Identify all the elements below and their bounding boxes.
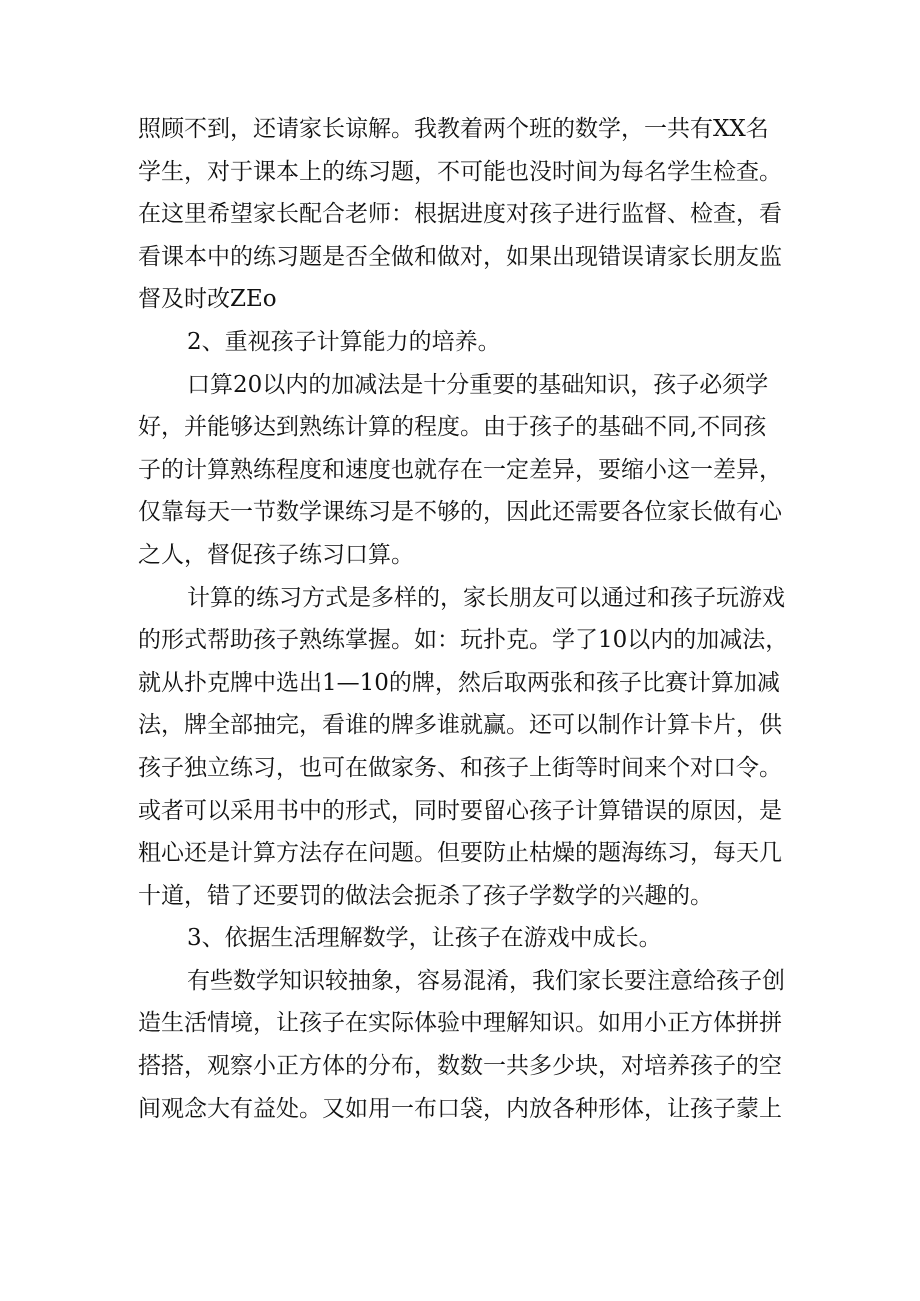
text-line: 口算20以内的加减法是十分重要的基础知识，孩子必须学 — [187, 371, 769, 398]
section-heading: 3、依据生活理解数学，让孩子在游戏中成长。 — [187, 925, 662, 952]
text-line: 子的计算熟练程度和速度也就存在一定差异，要缩小这一差异， — [138, 456, 782, 483]
text-line: 督及时改ZEo — [138, 286, 277, 313]
text-line: 之人，督促孩子练习口算。 — [138, 541, 414, 568]
text-line: 粗心还是计算方法存在问题。但要防止枯燥的题海练习，每天几 — [138, 840, 782, 867]
text-line: 仅靠每天一节数学课练习是不够的，因此还需要各位家长做有心 — [138, 499, 782, 526]
text-line: 的形式帮助孩子熟练掌握。如：玩扑克。学了10以内的加减法， — [138, 627, 789, 654]
text-line: 孩子独立练习，也可在做家务、和孩子上街等时间来个对口令。 — [138, 754, 782, 781]
section-heading: 2、重视孩子计算能力的培养。 — [187, 328, 501, 355]
text-line: 计算的练习方式是多样的，家长朋友可以通过和孩子玩游戏 — [187, 584, 785, 611]
text-line: 法，牌全部抽完，看谁的牌多谁就赢。还可以制作计算卡片，供 — [138, 712, 782, 739]
text-line: 间观念大有益处。又如用一布口袋，内放各种形体，让孩子蒙上 — [138, 1095, 782, 1122]
text-line: 就从扑克牌中选出1—10的牌，然后取两张和孩子比赛计算加减 — [138, 669, 780, 696]
document-body — [138, 108, 788, 1130]
text-line: 有些数学知识较抽象，容易混淆，我们家长要注意给孩子创 — [187, 967, 785, 994]
text-line: 看课本中的练习题是否全做和做对，如果出现错误请家长朋友监 — [138, 243, 782, 270]
text-line: 学生，对于课本上的练习题，不可能也没时间为每名学生检查。 — [138, 158, 782, 185]
text-line: 照顾不到，还请家长谅解。我教着两个班的数学，一共有XX名 — [138, 116, 769, 142]
text-line: 好，并能够达到熟练计算的程度。由于孩子的基础不同,不同孩 — [138, 414, 767, 441]
text-line: 在这里希望家长配合老师：根据进度对孩子进行监督、检查，看 — [138, 201, 782, 228]
text-line: 造生活情境，让孩子在实际体验中理解知识。如用小正方体拼拼 — [138, 1010, 782, 1037]
text-line: 搭搭，观察小正方体的分布，数数一共多少块，对培养孩子的空 — [138, 1053, 782, 1080]
text-line: 或者可以采用书中的形式，同时要留心孩子计算错误的原因，是 — [138, 797, 782, 824]
text-line: 十道，错了还要罚的做法会扼杀了孩子学数学的兴趣的。 — [138, 882, 713, 909]
